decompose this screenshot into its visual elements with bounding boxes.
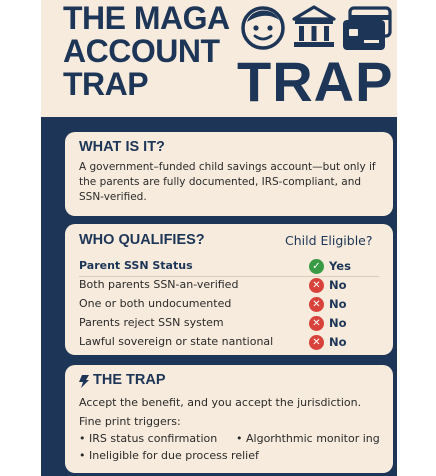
trap-lead: Accept the benefit, and you accept the jurisdiction. bbox=[79, 396, 362, 409]
list-item bbox=[236, 432, 380, 445]
poster bbox=[41, 0, 397, 476]
table-row bbox=[79, 277, 379, 295]
the-trap-card bbox=[65, 365, 393, 473]
poster-title bbox=[63, 2, 230, 101]
child-eligible-heading: Child Eligible? bbox=[285, 233, 373, 248]
check-icon: ✓ bbox=[309, 259, 324, 274]
bullet-icon: • bbox=[79, 449, 86, 462]
bullet-text: IRS status confirmation bbox=[89, 432, 218, 445]
row-label: One or both undocumented bbox=[79, 297, 232, 310]
bullet-text: Algorhthmic monitor ing bbox=[246, 432, 380, 445]
face-icon bbox=[239, 4, 287, 50]
fine-print-label: Fine print triggers: bbox=[79, 415, 181, 428]
trap-icon bbox=[78, 374, 90, 389]
x-icon: ✕ bbox=[309, 335, 324, 350]
trap-heading: THE TRAP bbox=[93, 372, 166, 388]
title-line-2: ACCOUNT bbox=[63, 33, 220, 69]
table-row bbox=[79, 315, 379, 333]
credit-card-icon bbox=[340, 4, 394, 54]
answer-text: No bbox=[329, 278, 347, 292]
bullet-text: Ineligible for due process relief bbox=[89, 449, 259, 462]
answer-text: Yes bbox=[329, 259, 351, 273]
what-is-it-card bbox=[65, 132, 393, 216]
bullet-icon: • bbox=[236, 432, 243, 445]
big-trap-word: TRAP bbox=[237, 50, 394, 113]
x-icon: ✕ bbox=[309, 278, 324, 293]
title-line-1: THE MAGA bbox=[63, 0, 230, 36]
x-icon: ✕ bbox=[309, 297, 324, 312]
row-label: Parents reject SSN system bbox=[79, 316, 224, 329]
answer-text: No bbox=[329, 316, 347, 330]
table-row bbox=[79, 334, 379, 352]
who-qualifies-card bbox=[65, 224, 393, 355]
table-row bbox=[79, 296, 379, 314]
bullet-icon: • bbox=[79, 432, 86, 445]
table-row bbox=[79, 258, 379, 276]
poster-header bbox=[41, 0, 397, 117]
list-item bbox=[79, 449, 259, 462]
who-heading: WHO QUALIFIES? bbox=[79, 232, 205, 248]
row-label: Lawful sovereign or state nantional bbox=[79, 335, 274, 348]
answer-text: No bbox=[329, 297, 347, 311]
x-icon: ✕ bbox=[309, 316, 324, 331]
what-heading: WHAT IS IT? bbox=[79, 139, 165, 155]
answer-text: No bbox=[329, 335, 347, 349]
row-label: Parent SSN Status bbox=[79, 259, 193, 272]
title-line-3: TRAP bbox=[63, 66, 149, 102]
row-label: Both parents SSN-an-verified bbox=[79, 278, 239, 291]
list-item bbox=[79, 432, 217, 445]
what-description: A government–funded child savings account—but only if the parents are fully documented, IRS-compliant, and SSN-verified. bbox=[79, 161, 376, 203]
bank-icon bbox=[291, 4, 337, 50]
